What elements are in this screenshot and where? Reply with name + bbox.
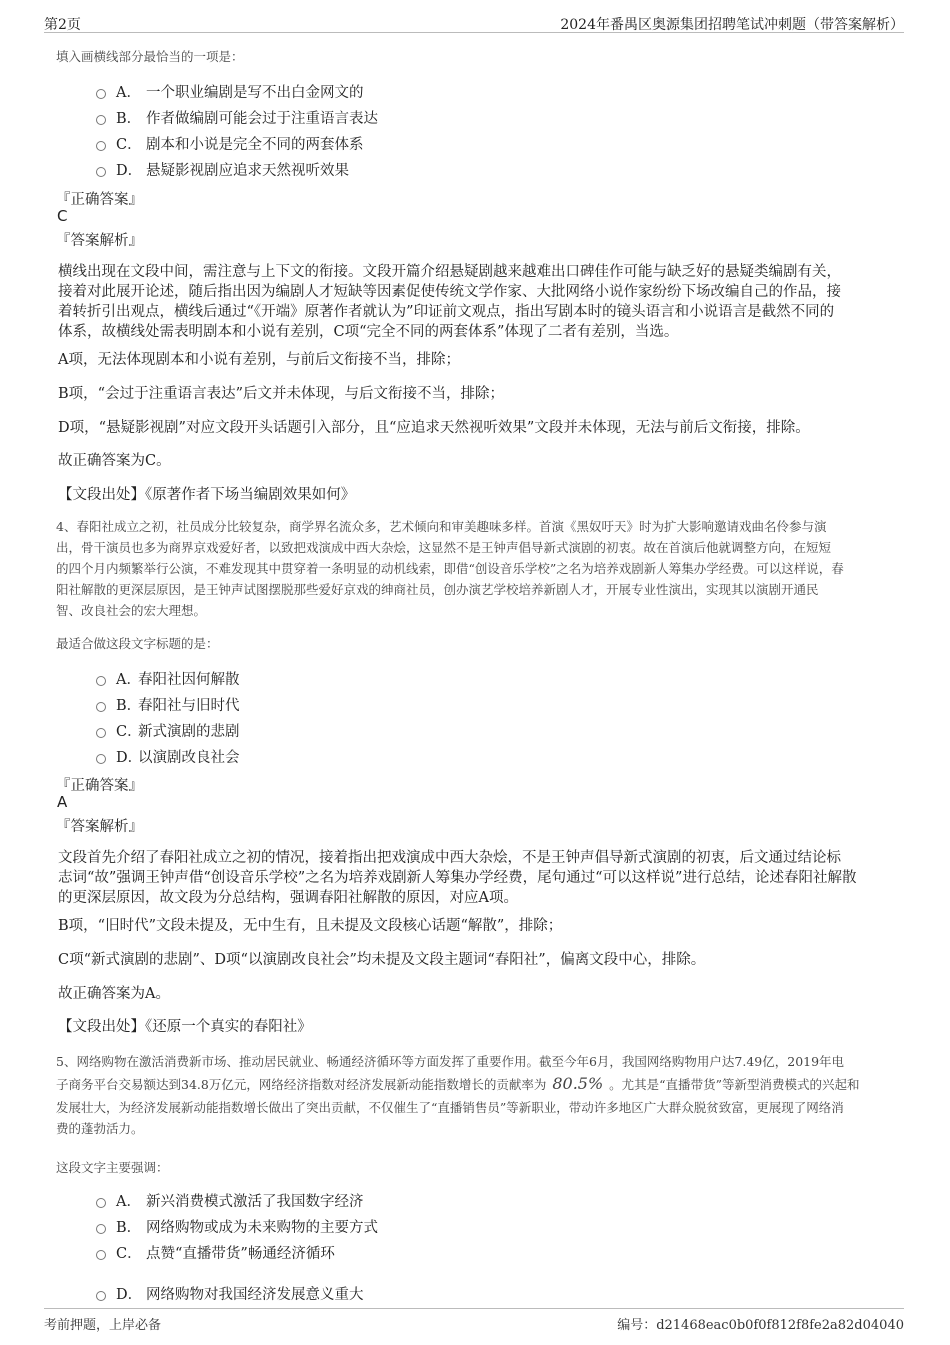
radio-button[interactable] (96, 702, 106, 712)
q4-analysis: 文段首先介绍了春阳社成立之初的情况，接着指出把戏演成中西大杂烩，不是王钟声倡导新式演剧的初衷，后文通过结论标 志词“故”强调王钟声借“创设音乐学校”之名为培养戏剧新人筹集办学经费，尾句通过“可以这样说”进行总结，论述春阳社解散 的更深层原因，故文段为分总结构，强调春阳社解散的原因，对应A项。 (58, 850, 857, 906)
document-code: 编号：d21468eac0b0f0f812f8fe2a82d04040 (617, 1318, 904, 1333)
q3-option-b[interactable]: B． 作者做编剧可能会过于注重语言表达 (96, 106, 378, 128)
q3-option-d[interactable]: D． 悬疑影视剧应追求天然视听效果 (96, 158, 349, 180)
page-header (44, 10, 904, 33)
radio-button[interactable] (96, 115, 106, 125)
q3-answer: C (57, 207, 68, 225)
footer-slogan: 考前押题，上岸必备 (44, 1318, 162, 1333)
percentage-value: 80.5% (552, 1074, 604, 1093)
q3-analysis-b: B项，“会过于注重语言表达”后文并未体现，与后文衔接不当，排除； (58, 386, 504, 402)
q3-source: 【文段出处】《原著作者下场当编剧效果如何》 (58, 487, 356, 503)
q4-answer-label: 『正确答案』 (56, 778, 143, 794)
q3-conclusion: 故正确答案为C。 (58, 453, 171, 469)
document-title: 2024年番禺区奥源集团招聘笔试冲刺题（带答案解析） (560, 17, 904, 33)
q4-source: 【文段出处】《还原一个真实的春阳社》 (58, 1019, 312, 1035)
page-footer (44, 1308, 904, 1335)
radio-button[interactable] (96, 1250, 106, 1260)
q5-prompt: 这段文字主要强调： (56, 1160, 169, 1175)
q4-analysis-label: 『答案解析』 (56, 819, 143, 835)
q4-answer: A (57, 793, 68, 811)
q4-option-c[interactable]: C． 新式演剧的悲剧 (96, 719, 240, 741)
q3-answer-label: 『正确答案』 (56, 192, 143, 208)
radio-button[interactable] (96, 754, 106, 764)
radio-button[interactable] (96, 1198, 106, 1208)
q4-prompt: 最适合做这段文字标题的是： (56, 636, 219, 651)
radio-button[interactable] (96, 141, 106, 151)
q3-analysis: 横线出现在文段中间，需注意与上下文的衔接。文段开篇介绍悬疑剧越来越难出口碑佳作可能与缺乏好的悬疑类编剧有关， 接着对此展开论述，随后指出因为编剧人才短缺等因素促使传统文学作家、大批网络小说作家纷纷下场改编自己的作品，接 着转折引出观点，横线后通过“《开端》原著作者就认为”印证前文观点，指出写剧本时的镜头语言和小说语言是截然不同的 体系，故横线处需表明剧本和小说有差别，C项“完全不同的两套体系”体现了二者有差别，当选。 (58, 264, 841, 340)
q5-passage: 5、网络购物在激活消费新市场、推动居民就业、畅通经济循环等方面发挥了重要作用。截至今年6月，我国网络购物用户达7.49亿，2019年电 子商务平台交易额达到34.8万亿元，网络经济指数对经济发展新动能指数增长的贡献率为 80.5% 。尤其是“直播带货”等新型消费模式的兴起和 发展壮大，为经济发展新动能指数增长做出了突出贡献，不仅催生了“直播销售员”等新职业，带动许多地区广大群众脱贫致富，更展现了网络消 费的蓬勃活力。 (56, 1054, 860, 1136)
radio-button[interactable] (96, 1291, 106, 1301)
q4-passage: 4、春阳社成立之初，社员成分比较复杂，商学界名流众多，艺术倾向和审美趣味多样。首演《黑奴吁天》时为扩大影响邀请戏曲名伶参与演 出，骨干演员也多为商界京戏爱好者，以致把戏演成中西大杂烩，这显然不是王钟声倡导新式演剧的初衷。故在首演后他就调整方向，在短短 的四个月内频繁举行公演，不难发现其中贯穿着一条明显的动机线索，即借“创设音乐学校”之名为培养戏剧新人筹集办学经费。可以这样说，春 阳社解散的更深层原因，是王钟声试图摆脱那些爱好京戏的绅商社员，创办演艺学校培养新剧人才，开展专业性演出，实现其以演剧开通民 智、改良社会的宏大理想。 (56, 519, 844, 618)
page-number: 第2页 (44, 17, 81, 33)
q4-analysis-b: B项，“旧时代”文段未提及，无中生有，且未提及文段核心话题“解散”，排除； (58, 918, 563, 934)
q4-option-d[interactable]: D． 以演剧改良社会 (96, 745, 240, 767)
q3-analysis-a: A项，无法体现剧本和小说有差别，与前后文衔接不当，排除； (58, 352, 460, 368)
radio-button[interactable] (96, 1224, 106, 1234)
q3-option-c[interactable]: C． 剧本和小说是完全不同的两套体系 (96, 132, 364, 154)
q3-analysis-label: 『答案解析』 (56, 233, 143, 249)
q5-option-c[interactable]: C． 点赞“直播带货”畅通经济循环 (96, 1241, 335, 1263)
radio-button[interactable] (96, 89, 106, 99)
radio-button[interactable] (96, 676, 106, 686)
q4-analysis-cd: C项“新式演剧的悲剧”、D项“以演剧改良社会”均未提及文段主题词“春阳社”，偏离文段中心，排除。 (58, 952, 706, 968)
q4-option-a[interactable]: A． 春阳社因何解散 (96, 667, 240, 689)
q3-prompt: 填入画横线部分最恰当的一项是： (56, 49, 244, 64)
radio-button[interactable] (96, 728, 106, 738)
q5-option-b[interactable]: B． 网络购物或成为未来购物的主要方式 (96, 1215, 378, 1237)
q4-conclusion: 故正确答案为A。 (58, 986, 170, 1002)
q5-option-d[interactable]: D． 网络购物对我国经济发展意义重大 (96, 1282, 364, 1304)
radio-button[interactable] (96, 167, 106, 177)
q3-option-a[interactable]: A． 一个职业编剧是写不出白金网文的 (96, 80, 364, 102)
q5-option-a[interactable]: A． 新兴消费模式激活了我国数字经济 (96, 1189, 364, 1211)
q4-option-b[interactable]: B． 春阳社与旧时代 (96, 693, 240, 715)
q3-analysis-d: D项，“悬疑影视剧”对应文段开头话题引入部分，且“应追求天然视听效果”文段并未体现，无法与前后文衔接，排除。 (58, 420, 810, 436)
